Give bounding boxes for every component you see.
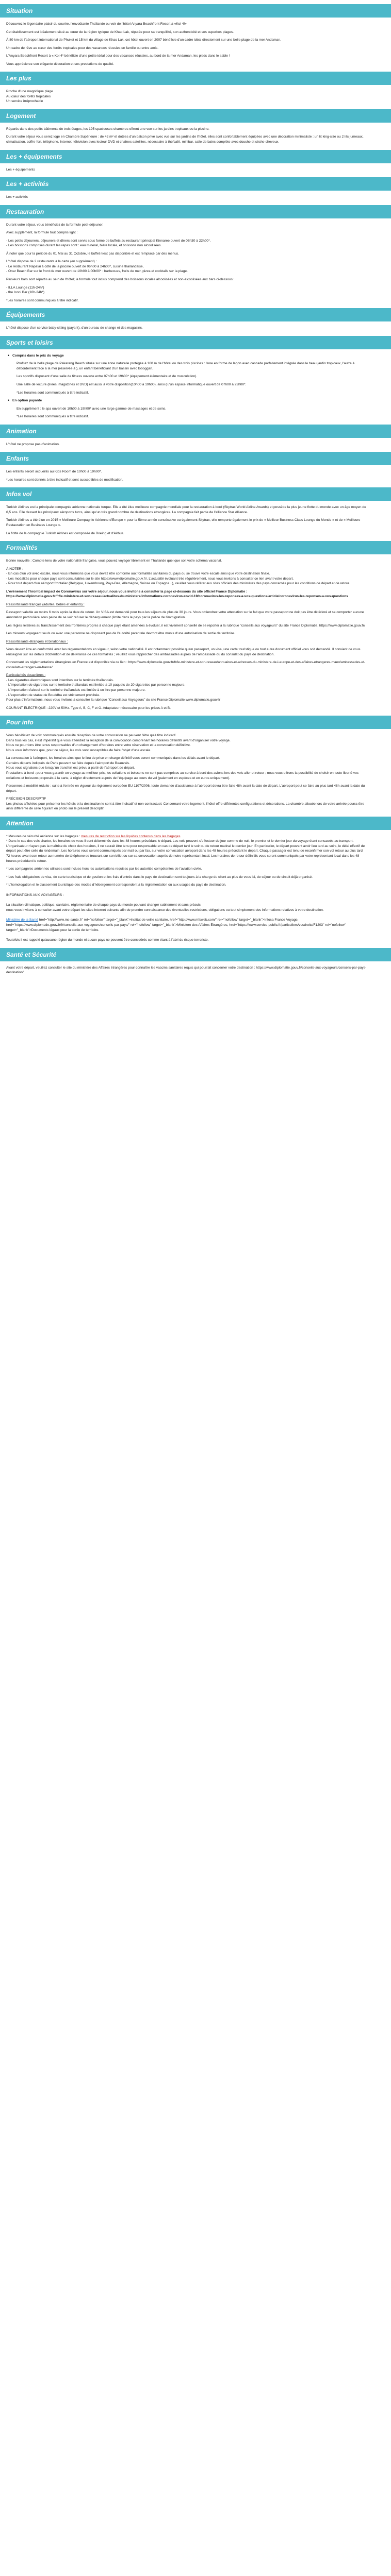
enfants-note: *Les horaires sont donnés à titre indicatif et sont susceptibles de modification. [6,478,123,482]
section-header-equipements-plus: Les + équipements [0,150,391,163]
formalites-covid-intro: L'évènement Thrombal impact de Coronavirus sur votre séjour, nous vous invitons à consulter la page ci-dessous du site officiel France Diplomatie : [6,589,248,594]
formalites-subhead: Ressortissants étrangers et binationaux : [6,639,68,643]
animation-body [0,442,391,447]
activites-plus-body [0,195,391,200]
restauration-text: - Les boissons comprises durant les repas sont : eau mineral, bière locale, et boissons non alcoolisées. [6,244,162,248]
formalites-text: - En cas d'un vol avec escale, nous vous informons que vous devez être conforme aux formalités sanitaires du pays ou se trouve votre escale ainsi que votre destination finale. [6,572,270,576]
formalites-text: - Les cigarettes électroniques sont interdites sur le territoire thaïlandais. [6,678,114,682]
infos-vol-text: La flotte de la compagnie Turkish Airlines est composée de Boeing et d'Airbus. [6,531,124,535]
section-header-pour-info: Pour info [0,716,391,729]
sports-text: Une salle de lecture (livres, magazines et DVD) est aussi à votre disposition(10h00 à 19h00), ainsi qu'un espace informatique ouvert de 07h00 à 23h00*. [17,382,247,386]
section-header-formalites: Formalités [0,541,391,554]
attention-text: * Les compagnies aériennes utilisées sont inclues hors les autorisations requises par les autorités compétentes de l'aviation civile. [6,867,202,871]
restauration-text: - ILLA Lounge (11h-24h*) [6,285,44,290]
sports-included-details [6,361,385,395]
liquids-restriction-link[interactable]: mesures de restriction sur les liquides contenus dans les bagages [81,834,181,838]
equipements-text: L'hôtel dispose d'un service baby-sitting (payant), d'un bureau de change et des magasins. [6,326,143,330]
pour-info-text: Nous vous signalons que lorsqu'un transfert est prévu à partir de l'aéroport de départ. [6,766,135,770]
sports-option-details [6,406,385,419]
attention-text [6,834,367,839]
formalites-covid-link[interactable]: https://www.diplomatie.gouv.fr/fr/le-ministere-et-son-reseau/actualites-du-ministere/informations-coronavirus-covid-19/coronavirus-les-reponses-a-vos-questions/article/coronavirus-les-reponses-a-vos-questions [6,595,348,599]
restauration-text: L'hôtel dispose de 2 restaurants à la carte (en supplément) : [6,260,97,264]
formalites-text: Les règles relatives au franchissement des frontières propres à chaque pays étant amenées à évoluer, il est vivement conseillé de se reporter à la rubrique "conseils aux voyageurs" du site France Diplomatie. https://www.diplomatie.gouv.fr/ [6,623,365,628]
attention-text: L'organisateur n'ayant pas la maîtrise du choix des horaires, il ne saurait être tenu pour responsable en cas de départ tard le soir ou de retour matinal le dernier jour. En particulier, le départ pouvant avoir lieu tard au soirs, le délai effectif de départ peut être celle du lendemain. Les horaires vous seront communiqués par mail ou par fax, sur votre convocation aéroport dans les 48 heures précédant le départ. Chaque passager est tenu de reconfirmer son vol retour au plus tard 72 heures avant son retour au numéro de téléphone se trouvant sur son billet ou sur sa convocation auprès de notre représentant local. Les horaires de retour définitifs vous seront communiqués par votre représentant local dans les 48 heures précédant le retour. [6,844,365,863]
attention-text: * Les frais obligatoires de visa, de carte touristique et de gestion et les frais d'entrée dans le pays de destination sont toujours à la charge du client au plus de vous ici, de séjour ou de circuit déjà organisé. [6,875,313,879]
activites-plus-text: Les + activités [6,195,28,199]
situation-text: À 80 km de l'aéroport international de Phuket et 15 km du village de Khao Lak, cet hôtel ouvert en 2007 bénéficie d'un cadre idéal directement sur une belle plage de la mer Andaman. [6,38,281,42]
attention-body [0,834,391,943]
equipements-plus-body [0,167,391,173]
attention-links [6,918,367,933]
restauration-body [0,223,391,303]
equipements-plus-text: Les + équipements [6,167,35,172]
plus-body [0,89,391,104]
formalites-subhead: Particularités douanières : [6,673,46,677]
situation-text: Découvrez le légendaire plaisir du sourire, l'envoûtante Thaïlande ou voir de l'hôtel Anyara Beachfront Resort à «Koi 4!» [6,22,187,26]
situation-text: L'Anyara Beachfront Resort à « Koi 4* bénéficie d'une petite idéal pour des vacances réussies, au bord de la mer Andaman, les pieds dans le sable ! [6,54,230,58]
sports-option-item [6,398,367,403]
restauration-text: - the Iconi Bar (10h-24h*) [6,291,45,295]
restauration-text: Plusieurs bars sont répartis au sein de l'hôtel; la formule tout inclus comprend des boissons locales alcoolisées et non-alcoolisées aux bars ci-dessous : [6,278,235,282]
animation-text: L'hôtel ne propose pas d'animation. [6,442,60,446]
section-header-equipements: Équipements [0,308,391,321]
section-header-logement: Logement [0,109,391,123]
formalites-body [0,558,391,710]
formalites-electric: COURANT ÉLECTRIQUE : 220V et 50Hz. Type A, B, C, F et O. Adaptateur nécessaire pour les prises A et B. [6,706,171,710]
pour-info-body [0,733,391,811]
pour-info-text: Personnes à mobilité réduite : suite à l'entrée en vigueur du règlement européen EU 1107/2006, toute demande d'assistance à l'aéroport devra être faite 48h avant la date de départ. L'aéroport peut se faire au plus tard 48h avant la date du départ. [6,784,365,793]
restauration-text: À noter que pour la période du 01 Mai au 31 Octobre, le buffet n'est pas disponible et est remplacé par des menus. [6,251,180,256]
sante-body [0,965,391,975]
pour-info-text: Les photos affichées pour présenter les hôtels et la destination le sont à titre indicatif et non contractuel. Concernant votre logement, l'hôtel offre différentes configurations et décorations. La chambre allouée lors de votre arrivée pourra être ainsi différente de celle figurant en photo sur le présent descriptif. [6,802,365,811]
plus-item: Un service irréprochable [6,99,43,104]
situation-text: Un cadre de rêve au cœur des forêts tropicales pour des vacances réussies en famille ou entre amis. [6,46,159,50]
section-header-activites-plus: Les + activités [0,177,391,191]
formalites-text: - L'exportation de statue de Bouddha est strictement prohibée. [6,693,100,697]
attention-text: nous vous invitons à consulter avant votre départ les sites Internet suivants afin de prendre connaissance des éventuelles restrictions, obligations ou tout simplement des informations relatives à votre destination. [6,908,324,912]
plus-item: Proche d'une magnifique plage [6,90,53,94]
pour-info-text: Prestations à bord : pour vous garantir un voyage au meilleur prix, les collations et boissons ne sont pas comprises au service à bord des avions lors des vols aller et retour ; nous vous offrons la possibilité de choisir en toute liberté vos collations et boissons proposés à la carte, à régler directement auprès de l'équipage au cours du vol (paiement en espèces et en euros uniquement). [6,771,359,780]
infos-vol-body [0,505,391,536]
attention-links-text: href="http://www.ms-sante.fr" rel="nofollow" target="_blank">Institut de veille sanitaire, href="http://www.mfsweb.com/" rel="nofollow" target="_blank">Infosa France Voyage, href="https://www.diplomatie.gouv.fr/fr/conseils-aux-voyageurs/conseils-par-pays/" rel="nofollow" target="_blank">Ministère des Affaires Étrangères, href="https://www.service-public.fr/particuliers/vosdroits/F1203" rel="nofollow" target="_blank">Documents légaux pour la sortie de territoire. [6,918,346,932]
situation-text: Vous apprécierez son élégante décoration et ses prestations de qualité. [6,62,114,66]
enfants-text: Les enfants seront accueillis au Kids Room de 10h00 à 19h00*. [6,470,102,474]
pour-info-text: Vous bénéficiez de voix communiqués ensuite réception de votre convocation ne peuvent l'être qu'à titre indicatif. [6,734,176,738]
sports-option-title: En option payante [12,399,42,403]
formalites-text: - L'importation d'alcool sur le territoire thaïlandais est limitée à un litre par personne majeure. [6,688,146,692]
logement-text: Répartis dans des petits bâtiments de trois étages, les 195 spacieuses chambres offrent une vue sur les jardins tropicaux ou la piscine. [6,127,209,131]
attention-subhead: INFORMATIONS AUX VOYAGEURS : [6,893,64,897]
formalites-text: Les mineurs voyageant seuls ou avec une personne ne disposant pas de l'autorité parentale devront être munis d'une autorisation de sortie de territoire. [6,632,235,636]
formalites-text: À NOTER : [6,567,23,571]
sports-note: *Les horaires sont communiqués à titre indicatif. [17,391,89,395]
sports-list [6,353,385,359]
section-header-attention: Attention [0,817,391,830]
sports-included-item [6,353,367,359]
attention-text: Toutefois il est rappelé qu'aucune région du monde ni aucun pays ne peuvent être considérés comme étant à l'abri du risque terroriste. [6,938,209,942]
sports-note: *Les horaires sont communiqués à titre indicatif. [17,415,89,419]
pour-info-text: Nous ne pourrions être tenus responsables d'un changement d'horaires entre votre réservation et la convocation définitive. [6,743,191,748]
formalites-text: Vous devrez être en conformité avec les réglementations en vigueur, selon votre nationalité. Il est notamment possible qu'un passeport, un visa, une carte touristique ou tout autre document officiel vous soit demandé. Il convient de vous renseigner sur les détails d'obtention et de délivrance de ces formalités ; veuillez vous rapprocher des ambassades auprès de l'ambassade ou du consulat du pays de destination. [6,648,361,656]
plus-item: Au cœur des forêts tropicales [6,94,51,98]
formalites-text: - L'importation de cigarettes sur le territoire thaïlandais est limitée à 10 paquets de 20 cigarettes par personne majeure. [6,683,186,687]
sports-list [6,398,385,403]
attention-text: * L'homologation et le classement touristique des modes d'hébergement correspondent à la réglementation ou aux usages du pays de destination. [6,883,226,887]
enfants-body [0,469,391,482]
sports-text: Les sportifs disposent d'une salle de fitness ouverte entre 07h00 et 19h00* (équipement élémentaire et de musculation). [17,375,198,379]
section-header-sante: Santé et Sécurité [0,948,391,961]
pour-info-text: La convocation à l'aéroport, les horaires ainsi que le lieu de prise en charge définitif vous seront communiqués dans les délais avant le départ. [6,756,220,760]
restauration-text: Avec supplément, la formule tout compris light : [6,231,78,235]
situation-body [0,22,391,66]
section-header-sports: Sports et loisirs [0,336,391,349]
pour-info-text: Dans tous les cas, il est impératif que vous attendiez la réception de la convocation comprenant les horaires définitifs avant d'organiser votre voyage. [6,738,231,742]
sports-text: En supplément : le spa ouvert de 10h00 à 19h00* avec une large gamme de massages et de soins. [17,406,167,411]
formalites-text: Passeport valable au moins 6 mois après la date de retour. Un VISA est demandé pour tous les séjours de plus de 30 jours. Vous obtiendrez votre attestation sur le fait que votre passeport ne doit pas être détérioré et se comporter aucune annotation particulière sous peine de se voir refuser le débarquement (limite dans le pays par la police de l'immigration. [6,611,364,619]
section-header-restauration: Restauration [0,205,391,218]
formalites-text: Concernant les réglementations étrangères en France est disponible via ce lien : https://www.diplomatie.gouv.fr/fr/le-ministere-et-son-reseau/annuaires-et-adresses-du-ministere-de-l-europe-et-des-affaires-etrangeres-maeo/ambassades-et-consulats-etrangers-en-france/ [6,660,366,669]
logement-text: Durant votre séjour vous serez logé en Chambre Supérieure : de 42 m² et dotées d'un balcon privé avec vue sur les jardins de l'hôtel, elles sont confortablement équipées avec une décoration minimaliste : un lit king-size ou 2 lits jumeaux, climatisation, coffre-fort, téléphone, Internet, télévision avec lecteur DVD et chaînes satellites, nécessaire à thé/café, minibar, salle de bains complète avec douche et sèche-cheveux. [6,135,364,144]
pour-info-text: Nous vous informons que, pour ce séjour, les vols sont susceptibles de faire l'objet d'une escale. [6,748,152,752]
pour-info-subhead: PRÉCISION DESCRIPTIF [6,797,46,801]
logement-body [0,127,391,145]
section-header-enfants: Enfants [0,452,391,465]
sante-text: Avant votre départ, veuillez consulter le site du ministère des Affaires étrangères pour connaître les vaccins sanitaires requis qui pourrait concerner votre destination : https://www.diplomatie.gouv.fr/conseils-aux-voyageurs/conseils-par-pays-destination/ [6,965,367,975]
formalites-subhead: Ressortissants français (adultes, bébés et enfants) : [6,602,85,606]
section-header-situation: Situation [0,4,391,18]
formalites-text: - Les modalités pour chaque pays sont consultables sur le site https://www.diplomatie.gouv.fr/. L'actualité évoluant très régulièrement, nous vous invitons à consulter ce lien avant votre départ. [6,577,294,581]
attention-text: * Dans le cas des vols charter, les horaires de vous il sont déterminés dans les 48 heures précédant le départ. Les vols peuvent s'effectuer de jour comme de nuit, le premier et le dernier jour du voyage étant consacrés au transport. [6,839,354,843]
infos-vol-text: Turkish Airlines a été élue en 2015 « Meilleure Compagnie Aérienne d'Europe » pour la 5ème année consécutive ou également Skytrax, elle remporte également le prix de « Meilleur Business Class Lounge du Monde » et de « Meilleure Restauration en Business Lounge ». [6,518,361,527]
sports-text: Profitez de la belle plage de Pakarang Beach située sur une zone naturelle protégée à 100 m de l'hôtel ou des trois piscines : l'une en forme de lagon avec cascade parfaitement intégrée dans le beau jardin tropicaux, l'autre à débordement face à la mer (réservée à ), un enfant bénéficiant d'un bassin avec toboggan. [17,362,355,370]
formalites-text: - Pour tout départ d'un aéroport frontalier (Belgique, Luxembourg, Pays-Bas, Allemagne, Suisse ou Espagne...), veuillez vous référer aux sites officiels des ministères des pays concernés pour les conditions de départ et de retour. [6,582,350,586]
health-ministry-link[interactable]: Ministère de la Santé [6,918,38,922]
formalites-text: Bonne nouvelle : Compte tenu de votre nationalité française, vous pouvez voyager librement en Thaïlande quel que soit votre schéma vaccinal. [6,559,222,563]
restauration-note: *Les horaires sont communiqués à titre indicatif. [6,298,79,302]
pour-info-text: Certains départs indiqués de Paris peuvent se faire depuis l'aéroport de Beauvais. [6,761,130,765]
restauration-text: Durant votre séjour, vous bénéficiez de la formule petit-déjeuner. [6,223,104,227]
section-header-animation: Animation [0,425,391,438]
section-header-plus: Les plus [0,72,391,85]
attention-text: La situation climatique, politique, sanitaire, réglementaire de chaque pays du monde pouvant changer subitement et sans préavis [6,903,201,907]
hotel-description-page [0,0,391,985]
equipements-body [0,326,391,331]
situation-text: Cet établissement est idéalement situé au cœur de la région typique de Khao Lak, réputée pour sa tranquillité, son authenticité et ses superbes plages. [6,30,234,34]
section-header-infos-vol: Infos vol [0,487,391,501]
formalites-text: Pour plus d'informations, nous vous invitons à consulter la rubrique "Conseil aux Voyageurs" du site France Diplomatie www.diplomatie.gouv.fr [6,698,221,702]
attention-luggage-label: * Mesures de sécurité aérienne sur les bagages : [6,834,82,838]
sports-body [0,353,391,419]
restauration-text: - Onar Beach Bar sur le front de mer ouvert de 10h00 à 00h00* : barbecues, fruits de mer, pizza et cocktails sur la plage. [6,269,188,274]
restauration-text: - Les petits déjeuners, déjeuners et dîners sont servis sous forme de buffets au restaurant principal Kinnaree ouvert de 06h30 à 22h00*. [6,239,211,243]
restauration-text: - Le restaurant Napalai à côté de la piscine ouvert de 06h00 à 24h00*, cuisine thaïlandaise, [6,264,144,268]
infos-vol-text: Turkish Airlines est la principale compagnie aérienne nationale turque. Elle a été élue meilleure compagnie mondiale pour la restauration à bord (Skytrax World Airline Awards) et possède la plus jeune flotte du monde avec un âge moyen de 6,5 ans. Elle dessert les principaux aéroports turcs, ainsi qu'un très grand nombre de destinations étrangères. La compagnie fait partie de l'alliance Star Alliance. [6,505,366,514]
sports-included-title: Compris dans le prix du voyage [12,353,64,358]
